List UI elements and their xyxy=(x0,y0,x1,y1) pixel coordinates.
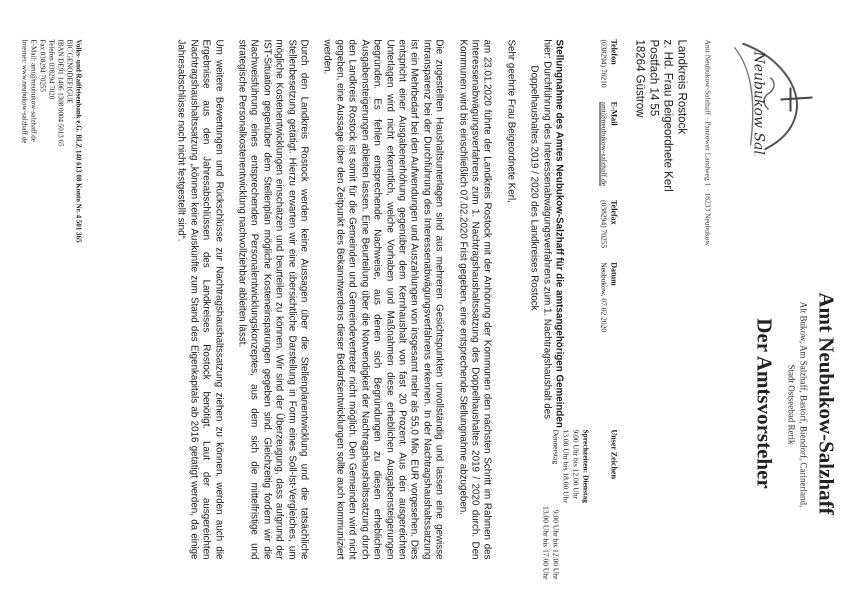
body-paragraph: Um weitere Bewertungen und Rückschlüsse zur Nachtragshaushaltssatzung ziehen zu können, werden auch die Ergebnisse aus den Jahresabschlüssen des Landkreises Rostock benötigt. Laut der ausgereichten Nachtragshaushaltssatzung „können keine Auskünfte zum Stand des Eigenkapitals ab 2016 getätigt werden, da einige Jahresabschlüsse noch nicht festgestellt sind“. xyxy=(175,39,225,560)
sprechzeiten-di-1: 9.00 Uhr bis 12.00 Uhr xyxy=(571,429,581,500)
subject-detail-line2: Doppelhaushaltes 2019 / 2020 des Landkreises Rostock xyxy=(528,65,540,311)
org-members-line1: Alt Bukow, Am Salzhaff, Bastorf, Biendorf, Carinerland, xyxy=(798,301,809,508)
footer-bank-block xyxy=(20,40,83,400)
recipient-line: Postfach 14 55 xyxy=(647,39,660,117)
org-members-line2: Stadt Ostseebad Rerik xyxy=(786,364,797,445)
sprechzeiten-label: Sprechzeiten: Dienstag xyxy=(581,429,591,503)
letter-page xyxy=(1,0,850,601)
body-paragraph: Die zugestellten Haushaltsunterlagen sind aus mehreren Gesichtspunkten unvollständig und lassen eine gewisse Intransparenz bei der Durchführung des Interessenabwägungsverfahrens erkennen. In der Nachtragshaushaltssatzung ist ein Mehrbedarf bei den Aufwendungen und Auszahlungen von insgesamt mehr als 55,0 Mio. EUR vorgesehen. Dies entspricht einer Ausgabenerhöhung gegenüber dem Kernhaushalt von fast 20 Prozent. Aus den ausgereichten Unterlagen wird nicht erkenntlich, welche Vorhaben und Maßnahmen diese erheblichen Ausgabensteigerungen begründen. Es fehlen entsprechende Nachweise, aus denen sich Begründungen zu diesen erheblichen Ausgabensteigerungen ableiten lassen. Eine Beurteilung über die Notwendigkeit der Nachtragshaushaltssatzung durch den Landkreis Rostock ist somit für die Gemeinden und Gemeindevertreter nicht möglich. Den Gemeinden wird nicht gegeben, eine Aussage über den Zeitpunkt des Bekanntwerdens dieser Bedarfsentwicklungen sollte auch kommuniziert werden. xyxy=(322,39,445,560)
email-column xyxy=(599,102,619,186)
bank-bic: BIC GENODEF1GUE xyxy=(65,39,74,104)
org-title: Der Amtsvorsteher xyxy=(752,318,777,489)
sprechzeiten-do-label: Donnerstag xyxy=(551,429,561,465)
telefax-label: Telefax xyxy=(609,200,619,225)
recipient-line: 18264 Güstrow xyxy=(633,39,646,118)
email-label: E-Mail xyxy=(609,101,619,126)
datum-label: Datum xyxy=(609,262,619,286)
sender-return-line: Amt Neubukow-Salzhaff · Panzower Landweg 1 · 18233 Neubukow xyxy=(703,39,713,246)
bank-iban: IBAN DE91 1406 1308 0004 5013 65 xyxy=(56,39,65,147)
datum-column xyxy=(599,262,619,332)
sprechzeiten-do-1: 9.00 Uhr bis 12.00 Uhr xyxy=(551,509,561,580)
contact-block xyxy=(599,40,619,400)
subject-detail-line1: hier: Durchführung des Interessenabwägungsverfahrens zum 1. Nachtragshaushalt des xyxy=(541,39,553,420)
logo-lettering: Neubukow Salzhaff xyxy=(750,51,767,156)
sprechzeiten-do-2: 13.00 Uhr bis 17.00 Uhr xyxy=(541,506,551,580)
email-link[interactable]: amt@neubukow-salzhaff.de xyxy=(599,101,609,187)
recipient-address xyxy=(633,40,689,192)
recipient-line: z. Hd. Frau Beigeordnete Kerl xyxy=(661,39,674,192)
footer-telefon: Telefon 038294 7020 xyxy=(47,39,56,100)
bank-name: Volks- und Raiffeisenbank e.G. BLZ 140 613 08 Konto Nr. 4 501 365 xyxy=(74,39,83,243)
footer-fax: Fax 038294 70255 xyxy=(38,39,47,92)
telefax-value: (038294) 70255 xyxy=(599,200,609,249)
telefax-column xyxy=(599,200,619,248)
sprechzeiten-di-2: 13.00 Uhr bis 18.00 Uhr xyxy=(561,429,571,503)
body-paragraph: am 23.01.2020 führte der Landkreis Rostock mit der Anhörung der Kommunen den nächsten Schritt im Rahmen des Interessenabwägungsverfahrens zum 1. Nachtragshaushaltssatzung des Doppelhaushaltes 2019 / 2020 durch. Den Kommunen wird bis einschließlich 07.02.2020 Frist gegeben, eine entsprechende Stellungnahme abzugeben. xyxy=(457,39,493,560)
telefon-column xyxy=(599,40,619,88)
recipient-line: Landkreis Rostock xyxy=(675,39,688,135)
datum-value: Neubukow, 07.02.2020 xyxy=(599,262,609,333)
footer-email: E-Mail: amt@neubukow-salzhaff.de xyxy=(29,39,38,142)
salutation: Sehr geehrte Frau Beigeordnete Kerl, xyxy=(505,39,517,203)
telefon-value: (038294) 70210 xyxy=(599,39,609,88)
logo xyxy=(725,38,821,156)
unser-zeichen-label: Unser Zeichen xyxy=(609,429,619,479)
letter-body xyxy=(164,40,565,560)
footer-internet: Internet: www.neubukow-salzhaff.de xyxy=(20,39,29,144)
subject-line: Stellungnahme des Amtes Neubukow-Salzhaff für die amtsangehörigen Gemeinden xyxy=(553,39,565,428)
body-paragraph: Durch den Landkreis Rostock werden keine Aussagen über die Stellenplanentwicklung und die tatsächliche Stellenbesetzung getätigt. Hierzu erwarten wir eine übersichtliche Darstellung in Form eines Soll-Ist-Vergleiches, um mögliche Kostenentwicklungen einschätzen und beurteilen zu können. Wir sind der Überzeugung, dass aufgrund der IST-Situation gegenüber dem Stellenplan mögliche Kosteneinsparungen gegeben sind. Gleichzeitig fordern wir die Nachweisführung eines entsprechenden Personalentwicklungskonzeptes, aus dem sich die mittelfristige und strategische Personalkostenentwicklung nachvollziehbar ableiten lässt. xyxy=(236,39,310,560)
telefon-label: Telefon xyxy=(609,39,619,65)
org-name: Amt Neubukow-Salzhaff xyxy=(814,292,839,515)
